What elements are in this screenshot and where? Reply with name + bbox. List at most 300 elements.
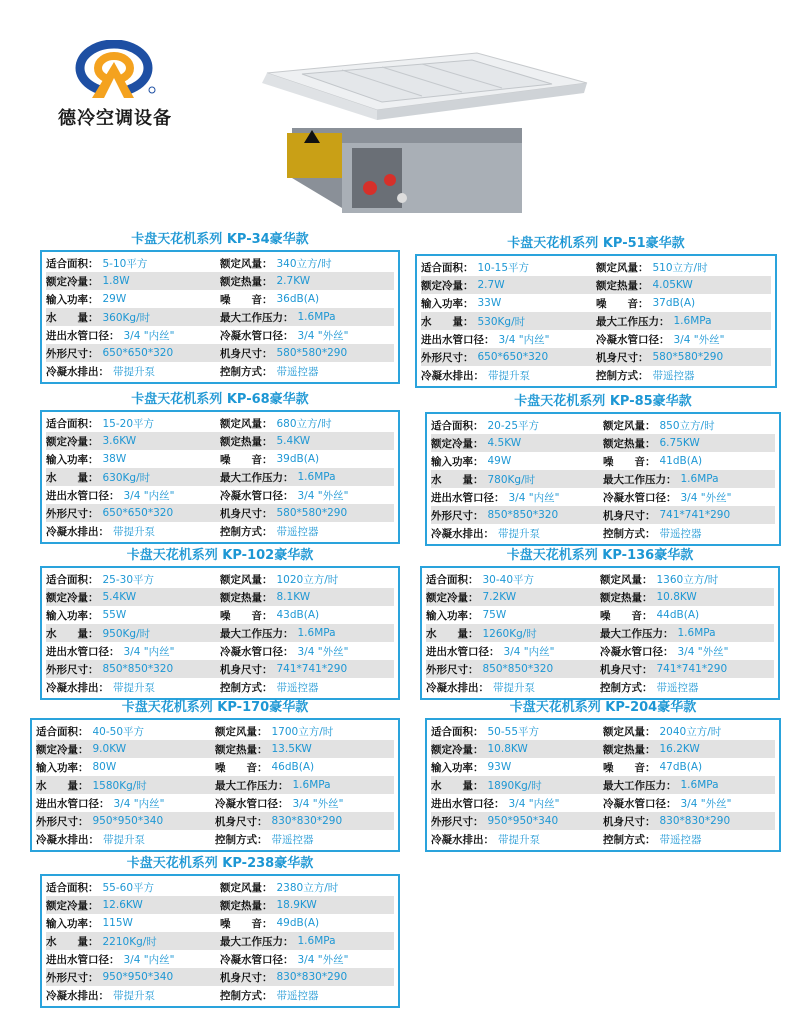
value-heat: 4.05KW bbox=[652, 279, 693, 291]
label-water: 水 量： bbox=[46, 311, 99, 324]
label-heat: 额定热量： bbox=[220, 435, 273, 448]
label-cool: 额定冷量： bbox=[36, 743, 89, 756]
value-discharge: 带提升泵 bbox=[498, 527, 540, 540]
value-water: 360Kg/时 bbox=[102, 311, 151, 324]
value-power: 80W bbox=[92, 761, 117, 773]
label-size: 外形尺寸： bbox=[426, 663, 479, 676]
spec-row bbox=[431, 452, 775, 470]
value-airflow: 1020立方/时 bbox=[276, 573, 339, 586]
value-control: 带遥控器 bbox=[659, 833, 702, 846]
label-heat: 额定热量： bbox=[603, 437, 656, 450]
value-control: 带遥控器 bbox=[659, 527, 702, 540]
spec-row bbox=[426, 570, 774, 588]
label-airflow: 额定风量： bbox=[220, 257, 273, 270]
label-noise: 噪 音： bbox=[603, 761, 656, 774]
spec-row bbox=[46, 468, 394, 486]
spec-title: 卡盘天花机系列 KP-102豪华款 bbox=[126, 548, 314, 563]
spec-table bbox=[40, 566, 400, 700]
spec-row bbox=[431, 506, 775, 524]
spec-row bbox=[36, 776, 394, 794]
value-control: 带遥控器 bbox=[652, 369, 695, 382]
value-noise: 37dB(A) bbox=[652, 297, 696, 309]
value-airflow: 2040立方/时 bbox=[659, 725, 722, 738]
spec-row bbox=[46, 932, 394, 950]
value-noise: 49dB(A) bbox=[276, 917, 320, 929]
value-pressure: 1.6MPa bbox=[297, 627, 336, 639]
spec-row bbox=[46, 968, 394, 986]
value-body: 830*830*290 bbox=[659, 815, 731, 827]
spec-block bbox=[425, 696, 781, 852]
value-inlet: 3/4 "内丝" bbox=[123, 329, 175, 342]
label-size: 外形尺寸： bbox=[46, 507, 99, 520]
value-inlet: 3/4 "内丝" bbox=[508, 797, 560, 810]
value-body: 580*580*290 bbox=[652, 351, 724, 363]
value-inlet: 3/4 "内丝" bbox=[123, 645, 175, 658]
label-noise: 噪 音： bbox=[600, 609, 653, 622]
label-discharge: 冷凝水排出： bbox=[421, 369, 484, 382]
label-cool: 额定冷量： bbox=[426, 591, 479, 604]
value-cool: 10.8KW bbox=[487, 743, 528, 755]
label-size: 外形尺寸： bbox=[46, 971, 99, 984]
label-discharge: 冷凝水排出： bbox=[36, 833, 99, 846]
spec-table bbox=[425, 718, 781, 852]
spec-row bbox=[46, 326, 394, 344]
label-power: 输入功率： bbox=[46, 453, 99, 466]
label-inlet: 进出水管口径： bbox=[426, 645, 500, 658]
value-noise: 47dB(A) bbox=[659, 761, 703, 773]
spec-row bbox=[36, 812, 394, 830]
label-size: 外形尺寸： bbox=[431, 509, 484, 522]
label-drain: 冷凝水管口径： bbox=[220, 953, 294, 966]
value-pressure: 1.6MPa bbox=[680, 473, 719, 485]
label-cool: 额定冷量： bbox=[431, 743, 484, 756]
value-control: 带遥控器 bbox=[656, 681, 699, 694]
label-size: 外形尺寸： bbox=[36, 815, 89, 828]
spec-row bbox=[46, 290, 394, 308]
label-area: 适合面积： bbox=[46, 417, 99, 430]
label-body: 机身尺寸： bbox=[220, 507, 273, 520]
value-body: 580*580*290 bbox=[276, 347, 348, 359]
label-cool: 额定冷量： bbox=[46, 275, 99, 288]
spec-row bbox=[46, 588, 394, 606]
label-airflow: 额定风量： bbox=[596, 261, 649, 274]
label-heat: 额定热量： bbox=[596, 279, 649, 292]
spec-row bbox=[46, 450, 394, 468]
value-control: 带遥控器 bbox=[271, 833, 314, 846]
label-inlet: 进出水管口径： bbox=[431, 797, 505, 810]
spec-row bbox=[46, 504, 394, 522]
label-power: 输入功率： bbox=[421, 297, 474, 310]
label-water: 水 量： bbox=[46, 471, 99, 484]
spec-row bbox=[426, 606, 774, 624]
spec-row bbox=[431, 416, 775, 434]
value-power: 93W bbox=[487, 761, 512, 773]
value-size: 950*950*340 bbox=[92, 815, 164, 827]
label-discharge: 冷凝水排出： bbox=[46, 989, 109, 1002]
spec-title: 卡盘天花机系列 KP-238豪华款 bbox=[126, 856, 314, 871]
value-pressure: 1.6MPa bbox=[297, 311, 336, 323]
value-inlet: 3/4 "内丝" bbox=[123, 489, 175, 502]
spec-row bbox=[46, 642, 394, 660]
spec-row bbox=[36, 830, 394, 848]
label-airflow: 额定风量： bbox=[600, 573, 653, 586]
value-inlet: 3/4 "内丝" bbox=[508, 491, 560, 504]
value-heat: 2.7KW bbox=[276, 275, 311, 287]
value-heat: 10.8KW bbox=[656, 591, 697, 603]
spec-row bbox=[36, 740, 394, 758]
value-cool: 4.5KW bbox=[487, 437, 522, 449]
value-inlet: 3/4 "内丝" bbox=[113, 797, 165, 810]
value-airflow: 2380立方/时 bbox=[276, 881, 339, 894]
value-control: 带遥控器 bbox=[276, 681, 319, 694]
value-heat: 13.5KW bbox=[271, 743, 312, 755]
value-area: 5-10平方 bbox=[102, 257, 148, 270]
value-power: 75W bbox=[482, 609, 507, 621]
value-water: 1260Kg/时 bbox=[482, 627, 537, 640]
value-size: 850*850*320 bbox=[482, 663, 554, 675]
value-airflow: 1700立方/时 bbox=[271, 725, 334, 738]
label-pressure: 最大工作压力： bbox=[603, 779, 677, 792]
spec-row bbox=[36, 758, 394, 776]
label-water: 水 量： bbox=[421, 315, 474, 328]
value-noise: 41dB(A) bbox=[659, 455, 703, 467]
spec-row bbox=[36, 794, 394, 812]
label-body: 机身尺寸： bbox=[220, 971, 273, 984]
value-cool: 2.7W bbox=[477, 279, 505, 291]
value-drain: 3/4 "外丝" bbox=[680, 797, 732, 810]
value-discharge: 带提升泵 bbox=[113, 681, 155, 694]
label-size: 外形尺寸： bbox=[421, 351, 474, 364]
spec-title: 卡盘天花机系列 KP-170豪华款 bbox=[121, 700, 309, 715]
spec-row bbox=[46, 522, 394, 540]
spec-row bbox=[431, 812, 775, 830]
label-power: 输入功率： bbox=[431, 761, 484, 774]
product-image bbox=[232, 48, 592, 223]
spec-table bbox=[415, 254, 777, 388]
value-pressure: 1.6MPa bbox=[297, 935, 336, 947]
label-drain: 冷凝水管口径： bbox=[220, 329, 294, 342]
spec-row bbox=[421, 276, 771, 294]
label-pressure: 最大工作压力： bbox=[220, 935, 294, 948]
label-water: 水 量： bbox=[431, 473, 484, 486]
value-drain: 3/4 "外丝" bbox=[673, 333, 725, 346]
value-discharge: 带提升泵 bbox=[103, 833, 145, 846]
spec-row bbox=[46, 986, 394, 1004]
value-inlet: 3/4 "内丝" bbox=[503, 645, 555, 658]
value-area: 10-15平方 bbox=[477, 261, 530, 274]
spec-table bbox=[425, 412, 781, 546]
value-discharge: 带提升泵 bbox=[113, 989, 155, 1002]
value-pressure: 1.6MPa bbox=[677, 627, 716, 639]
value-power: 115W bbox=[102, 917, 133, 929]
label-pressure: 最大工作压力： bbox=[220, 311, 294, 324]
spec-row bbox=[426, 678, 774, 696]
label-noise: 噪 音： bbox=[220, 917, 273, 930]
spec-row bbox=[431, 794, 775, 812]
spec-row bbox=[46, 362, 394, 380]
label-control: 控制方式： bbox=[596, 369, 649, 382]
value-water: 1580Kg/时 bbox=[92, 779, 147, 792]
value-drain: 3/4 "外丝" bbox=[297, 645, 349, 658]
spec-row bbox=[46, 660, 394, 678]
label-discharge: 冷凝水排出： bbox=[431, 527, 494, 540]
spec-title: 卡盘天花机系列 KP-85豪华款 bbox=[514, 394, 692, 409]
value-cool: 7.2KW bbox=[482, 591, 517, 603]
value-drain: 3/4 "外丝" bbox=[297, 329, 349, 342]
label-area: 适合面积： bbox=[46, 881, 99, 894]
spec-block bbox=[40, 228, 400, 384]
value-cool: 12.6KW bbox=[102, 899, 143, 911]
value-area: 55-60平方 bbox=[102, 881, 155, 894]
value-pressure: 1.6MPa bbox=[292, 779, 331, 791]
value-area: 15-20平方 bbox=[102, 417, 155, 430]
label-noise: 噪 音： bbox=[596, 297, 649, 310]
value-cool: 3.6KW bbox=[102, 435, 137, 447]
label-body: 机身尺寸： bbox=[215, 815, 268, 828]
value-inlet: 3/4 "内丝" bbox=[498, 333, 550, 346]
value-heat: 6.75KW bbox=[659, 437, 700, 449]
value-heat: 18.9KW bbox=[276, 899, 317, 911]
spec-row bbox=[421, 294, 771, 312]
spec-row bbox=[426, 624, 774, 642]
label-drain: 冷凝水管口径： bbox=[215, 797, 289, 810]
value-noise: 46dB(A) bbox=[271, 761, 315, 773]
spec-row bbox=[46, 272, 394, 290]
spec-row bbox=[431, 776, 775, 794]
spec-title: 卡盘天花机系列 KP-68豪华款 bbox=[131, 392, 309, 407]
spec-row bbox=[421, 330, 771, 348]
label-pressure: 最大工作压力： bbox=[603, 473, 677, 486]
label-pressure: 最大工作压力： bbox=[600, 627, 674, 640]
value-drain: 3/4 "外丝" bbox=[297, 489, 349, 502]
spec-row bbox=[426, 588, 774, 606]
label-airflow: 额定风量： bbox=[215, 725, 268, 738]
spec-row bbox=[421, 366, 771, 384]
label-water: 水 量： bbox=[426, 627, 479, 640]
label-airflow: 额定风量： bbox=[603, 725, 656, 738]
label-body: 机身尺寸： bbox=[220, 347, 273, 360]
label-drain: 冷凝水管口径： bbox=[600, 645, 674, 658]
label-noise: 噪 音： bbox=[220, 453, 273, 466]
label-area: 适合面积： bbox=[36, 725, 89, 738]
label-noise: 噪 音： bbox=[220, 293, 273, 306]
value-discharge: 带提升泵 bbox=[113, 365, 155, 378]
label-body: 机身尺寸： bbox=[603, 509, 656, 522]
label-area: 适合面积： bbox=[431, 725, 484, 738]
value-drain: 3/4 "外丝" bbox=[677, 645, 729, 658]
value-cool: 5.4KW bbox=[102, 591, 137, 603]
spec-row bbox=[46, 344, 394, 362]
label-discharge: 冷凝水排出： bbox=[46, 681, 109, 694]
spec-row bbox=[431, 524, 775, 542]
value-inlet: 3/4 "内丝" bbox=[123, 953, 175, 966]
spec-row bbox=[421, 312, 771, 330]
spec-row bbox=[36, 722, 394, 740]
value-pressure: 1.6MPa bbox=[680, 779, 719, 791]
label-area: 适合面积： bbox=[421, 261, 474, 274]
value-noise: 44dB(A) bbox=[656, 609, 700, 621]
spec-row bbox=[46, 570, 394, 588]
label-body: 机身尺寸： bbox=[600, 663, 653, 676]
label-heat: 额定热量： bbox=[220, 591, 273, 604]
spec-row bbox=[46, 486, 394, 504]
spec-block bbox=[420, 544, 780, 700]
value-airflow: 680立方/时 bbox=[276, 417, 332, 430]
brand-name: 德冷空调设备 bbox=[58, 108, 172, 129]
value-noise: 43dB(A) bbox=[276, 609, 320, 621]
label-area: 适合面积： bbox=[426, 573, 479, 586]
spec-row bbox=[46, 308, 394, 326]
label-area: 适合面积： bbox=[46, 257, 99, 270]
spec-row bbox=[421, 348, 771, 366]
spec-row bbox=[431, 722, 775, 740]
spec-row bbox=[46, 914, 394, 932]
label-inlet: 进出水管口径： bbox=[46, 953, 120, 966]
spec-row bbox=[421, 258, 771, 276]
spec-row bbox=[431, 758, 775, 776]
brand-emblem-icon bbox=[72, 40, 162, 100]
value-discharge: 带提升泵 bbox=[498, 833, 540, 846]
brand-logo bbox=[58, 40, 188, 135]
spec-title: 卡盘天花机系列 KP-136豪华款 bbox=[506, 548, 694, 563]
value-water: 2210Kg/时 bbox=[102, 935, 157, 948]
label-noise: 噪 音： bbox=[220, 609, 273, 622]
label-power: 输入功率： bbox=[36, 761, 89, 774]
value-noise: 39dB(A) bbox=[276, 453, 320, 465]
value-power: 33W bbox=[477, 297, 502, 309]
value-discharge: 带提升泵 bbox=[493, 681, 535, 694]
value-cool: 9.0KW bbox=[92, 743, 127, 755]
spec-row bbox=[46, 624, 394, 642]
spec-row bbox=[46, 678, 394, 696]
label-discharge: 冷凝水排出： bbox=[46, 365, 109, 378]
value-size: 950*950*340 bbox=[102, 971, 174, 983]
value-heat: 5.4KW bbox=[276, 435, 311, 447]
spec-row bbox=[426, 642, 774, 660]
label-water: 水 量： bbox=[431, 779, 484, 792]
label-heat: 额定热量： bbox=[600, 591, 653, 604]
label-inlet: 进出水管口径： bbox=[46, 329, 120, 342]
label-area: 适合面积： bbox=[46, 573, 99, 586]
value-water: 630Kg/时 bbox=[102, 471, 151, 484]
value-power: 38W bbox=[102, 453, 127, 465]
label-water: 水 量： bbox=[46, 627, 99, 640]
label-pressure: 最大工作压力： bbox=[220, 627, 294, 640]
label-power: 输入功率： bbox=[46, 293, 99, 306]
label-inlet: 进出水管口径： bbox=[46, 645, 120, 658]
label-drain: 冷凝水管口径： bbox=[220, 489, 294, 502]
value-airflow: 340立方/时 bbox=[276, 257, 332, 270]
spec-row bbox=[46, 896, 394, 914]
value-airflow: 1360立方/时 bbox=[656, 573, 719, 586]
label-area: 适合面积： bbox=[431, 419, 484, 432]
label-control: 控制方式： bbox=[220, 365, 273, 378]
value-heat: 8.1KW bbox=[276, 591, 311, 603]
label-pressure: 最大工作压力： bbox=[215, 779, 289, 792]
value-body: 741*741*290 bbox=[656, 663, 728, 675]
spec-row bbox=[431, 434, 775, 452]
label-control: 控制方式： bbox=[600, 681, 653, 694]
label-inlet: 进出水管口径： bbox=[421, 333, 495, 346]
label-power: 输入功率： bbox=[46, 609, 99, 622]
label-body: 机身尺寸： bbox=[603, 815, 656, 828]
value-size: 650*650*320 bbox=[477, 351, 549, 363]
value-body: 580*580*290 bbox=[276, 507, 348, 519]
spec-block bbox=[40, 544, 400, 700]
spec-row bbox=[46, 950, 394, 968]
spec-block bbox=[40, 852, 400, 1008]
value-power: 29W bbox=[102, 293, 127, 305]
label-inlet: 进出水管口径： bbox=[46, 489, 120, 502]
spec-row bbox=[431, 470, 775, 488]
value-size: 950*950*340 bbox=[487, 815, 559, 827]
value-size: 850*850*320 bbox=[102, 663, 174, 675]
label-water: 水 量： bbox=[36, 779, 89, 792]
label-heat: 额定热量： bbox=[220, 899, 273, 912]
label-cool: 额定冷量： bbox=[46, 899, 99, 912]
label-cool: 额定冷量： bbox=[421, 279, 474, 292]
spec-table bbox=[420, 566, 780, 700]
label-water: 水 量： bbox=[46, 935, 99, 948]
spec-row bbox=[431, 740, 775, 758]
spec-row bbox=[46, 414, 394, 432]
spec-row bbox=[431, 488, 775, 506]
label-airflow: 额定风量： bbox=[603, 419, 656, 432]
value-noise: 36dB(A) bbox=[276, 293, 320, 305]
value-drain: 3/4 "外丝" bbox=[680, 491, 732, 504]
value-heat: 16.2KW bbox=[659, 743, 700, 755]
label-power: 输入功率： bbox=[46, 917, 99, 930]
label-airflow: 额定风量： bbox=[220, 881, 273, 894]
label-drain: 冷凝水管口径： bbox=[596, 333, 670, 346]
label-size: 外形尺寸： bbox=[46, 347, 99, 360]
spec-row bbox=[46, 432, 394, 450]
value-control: 带遥控器 bbox=[276, 989, 319, 1002]
value-size: 850*850*320 bbox=[487, 509, 559, 521]
spec-row bbox=[426, 660, 774, 678]
spec-row bbox=[46, 606, 394, 624]
value-airflow: 850立方/时 bbox=[659, 419, 715, 432]
spec-table bbox=[30, 718, 400, 852]
value-discharge: 带提升泵 bbox=[488, 369, 530, 382]
label-pressure: 最大工作压力： bbox=[220, 471, 294, 484]
value-area: 50-55平方 bbox=[487, 725, 540, 738]
value-area: 30-40平方 bbox=[482, 573, 535, 586]
label-body: 机身尺寸： bbox=[596, 351, 649, 364]
label-pressure: 最大工作压力： bbox=[596, 315, 670, 328]
value-drain: 3/4 "外丝" bbox=[292, 797, 344, 810]
value-water: 1890Kg/时 bbox=[487, 779, 542, 792]
label-cool: 额定冷量： bbox=[46, 591, 99, 604]
spec-row bbox=[46, 878, 394, 896]
spec-table bbox=[40, 410, 400, 544]
label-drain: 冷凝水管口径： bbox=[220, 645, 294, 658]
value-cool: 1.8W bbox=[102, 275, 130, 287]
value-airflow: 510立方/时 bbox=[652, 261, 708, 274]
label-inlet: 进出水管口径： bbox=[431, 491, 505, 504]
label-power: 输入功率： bbox=[426, 609, 479, 622]
spec-block bbox=[415, 232, 777, 388]
value-pressure: 1.6MPa bbox=[673, 315, 712, 327]
value-area: 40-50平方 bbox=[92, 725, 145, 738]
spec-block bbox=[30, 696, 400, 852]
spec-title: 卡盘天花机系列 KP-204豪华款 bbox=[509, 700, 697, 715]
value-area: 25-30平方 bbox=[102, 573, 155, 586]
label-control: 控制方式： bbox=[220, 681, 273, 694]
label-heat: 额定热量： bbox=[220, 275, 273, 288]
value-body: 830*830*290 bbox=[276, 971, 348, 983]
label-cool: 额定冷量： bbox=[46, 435, 99, 448]
